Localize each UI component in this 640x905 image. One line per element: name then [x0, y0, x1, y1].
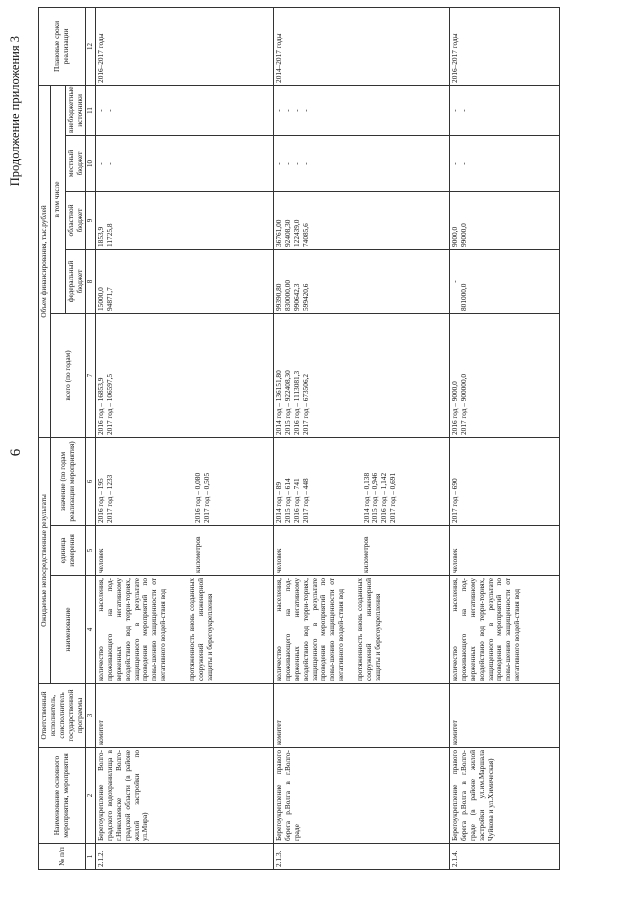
header-regional: областной бюджет	[65, 191, 86, 249]
regional-value: 11725,8	[104, 223, 114, 247]
total-value: 2016 год – 1113081,3	[291, 370, 301, 435]
table-row	[449, 7, 559, 869]
row-values	[449, 437, 559, 525]
header-total: всего (по годам)	[50, 313, 86, 437]
federal-value: 15000,0	[95, 287, 105, 311]
row-number: 2.1.3.	[273, 844, 449, 870]
regional-value: 9000,0	[449, 226, 459, 247]
result-unit: человек	[273, 548, 283, 573]
row-extra	[449, 85, 559, 135]
result-value: 2017 год – 0,505	[201, 472, 211, 523]
row-units	[449, 526, 559, 576]
result-value: 2016 год – 1,142	[379, 472, 389, 523]
total-value: 2016 год – 16853,9	[95, 377, 105, 435]
row-terms: 2014–2017 годы	[273, 7, 449, 85]
regional-value: 122439,0	[291, 219, 301, 247]
total-value: 2017 год – 673506,2	[300, 373, 310, 435]
row-number: 2.1.2.	[95, 844, 273, 870]
row-units	[95, 526, 273, 576]
colnum: 5	[86, 526, 96, 576]
result-value: 2015 год – 614	[282, 478, 292, 523]
result-value: 2014 год – 0,138	[361, 472, 371, 523]
local-value: -	[104, 162, 114, 165]
row-regional	[95, 191, 273, 249]
colnum: 7	[86, 313, 96, 437]
federal-value: 99390,80	[273, 283, 283, 311]
row-terms: 2016–2017 годы	[95, 7, 273, 85]
extra-value: -	[95, 109, 105, 112]
total-value: 2014 год – 136151,80	[273, 370, 283, 435]
colnum: 10	[86, 135, 96, 191]
colnum: 2	[86, 748, 96, 844]
header-expected-results: Ожидаемые непосредственные результаты	[39, 437, 51, 683]
row-results	[449, 576, 559, 684]
page-number: 6	[8, 448, 24, 457]
row-responsible: комитет	[449, 684, 559, 748]
extra-value: -	[458, 109, 468, 112]
total-value: 2017 год – 106597,5	[104, 373, 114, 435]
regional-value: 36761,00	[273, 219, 283, 247]
local-value: -	[282, 162, 292, 165]
result-unit: человек	[95, 548, 105, 573]
row-total	[273, 313, 449, 437]
result-name: количество населения, проживающего на под-верженных негативному воздействию вод терри-ториях, защищенного в результате проведения мероприятий по повы-шению защищенности от негативного воздей-ствия вод	[449, 578, 522, 681]
result-value: 2017 год – 690	[449, 478, 459, 523]
federal-value: 94871,7	[104, 287, 114, 311]
total-value: 2015 год – 922408,30	[282, 370, 292, 435]
local-value: -	[300, 162, 310, 165]
extra-value: -	[282, 109, 292, 112]
row-name: Берегоукрепление правого берега р.Волга в г.Волго-граде (в районе жилой застройки ул.им.Маршала Чуйкова и ул.Химическая)	[449, 748, 559, 844]
row-regional	[273, 191, 449, 249]
result-unit: человек	[449, 548, 459, 573]
header-value: значение (по годам реализации мероприятия)	[50, 437, 86, 525]
row-federal	[95, 249, 273, 313]
row-number: 2.1.4.	[449, 844, 559, 870]
header-federal: федеральный бюджет	[65, 249, 86, 313]
header-terms: Плановые сроки реализации	[39, 7, 86, 85]
total-value: 2017 год – 900000,0	[458, 373, 468, 435]
result-name: протяженность вновь созданных сооружений инженерной защиты и берегоукрепления	[187, 578, 214, 681]
local-value: -	[273, 162, 283, 165]
row-name: Берегоукрепление правого берега р.Волга в г.Волго-граде	[273, 748, 449, 844]
result-name: количество населения, проживающего на под-верженных негативному воздействию вод терри-ториях, защищенного в результате проведения мероприятий по повы-шению защищенности от негативного воздей-ствия вод	[95, 578, 168, 681]
row-responsible: комитет	[95, 684, 273, 748]
row-federal	[273, 249, 449, 313]
appendix-continuation: Продолжение приложения 3	[8, 36, 22, 187]
row-results	[95, 576, 273, 684]
regional-value: 74085,6	[300, 223, 310, 247]
local-value: -	[449, 162, 459, 165]
colnum: 4	[86, 576, 96, 684]
extra-value: -	[300, 109, 310, 112]
result-value: 2016 год – 195	[95, 478, 105, 523]
header-name: Наименование основного мероприятия, мероприятия	[39, 748, 86, 844]
row-local	[273, 135, 449, 191]
row-terms: 2016–2017 годы	[449, 7, 559, 85]
result-value: 2015 год – 0,946	[370, 472, 380, 523]
row-units	[273, 526, 449, 576]
result-value: 2014 год – 89	[273, 482, 283, 523]
extra-value: -	[291, 109, 301, 112]
result-value: 2017 год – 0,691	[388, 472, 398, 523]
header-local: местный бюджет	[65, 135, 86, 191]
table-row	[95, 7, 273, 869]
colnum: 11	[86, 85, 96, 135]
result-value: 2016 год – 0,080	[192, 472, 202, 523]
colnum: 8	[86, 249, 96, 313]
federal-value: 990642,3	[291, 283, 301, 311]
row-federal	[449, 249, 559, 313]
table-row	[273, 7, 449, 869]
row-local	[449, 135, 559, 191]
header-responsible: Ответственный исполнитель, соисполнитель государственной программы	[39, 684, 86, 748]
extra-value: -	[273, 109, 283, 112]
result-value: 2017 год – 1233	[104, 474, 114, 523]
regional-value: 99000,0	[458, 223, 468, 247]
row-total	[449, 313, 559, 437]
header-unit: единица измерения	[50, 526, 86, 576]
header-extra: внебюджетные источники	[65, 85, 86, 135]
row-results	[273, 576, 449, 684]
row-values	[95, 437, 273, 525]
colnum: 12	[86, 7, 96, 85]
result-value: 2017 год – 448	[300, 478, 310, 523]
colnum: 6	[86, 437, 96, 525]
result-value: 2016 год – 741	[291, 478, 301, 523]
local-value: -	[291, 162, 301, 165]
federal-value: 801000,0	[458, 283, 468, 311]
federal-value: 599420,6	[300, 283, 310, 311]
colnum: 9	[86, 191, 96, 249]
header-including: в том числе	[50, 85, 65, 313]
row-local	[95, 135, 273, 191]
result-unit: километров	[360, 536, 370, 573]
local-value: -	[458, 162, 468, 165]
colnum: 3	[86, 684, 96, 748]
header-result-name: наименование	[50, 576, 86, 684]
header-funding: Объем финансирования, тыс.рублей	[39, 85, 51, 437]
federal-value: -	[449, 280, 459, 283]
header-no: № п/п	[39, 844, 86, 870]
federal-value: 830000,00	[282, 279, 292, 311]
local-value: -	[95, 162, 105, 165]
program-table	[38, 7, 560, 870]
result-name: протяженность вновь созданных сооружений инженерной защиты и берегоукрепления	[355, 578, 382, 681]
row-responsible: комитет	[273, 684, 449, 748]
row-extra	[95, 85, 273, 135]
regional-value: 1853,9	[95, 226, 105, 247]
row-total	[95, 313, 273, 437]
row-name: Берегоукрепление Волго-градского водохранилища в г.Николаевске Волго-градской области (в районе жилой застройки по ул.Мира)	[95, 748, 273, 844]
result-name: количество населения, проживающего на под-верженных негативному воздействию вод терри-ториях, защищенного в результате проведения мероприятий по повы-шению защищенности от негативного воздей-ствия вод	[273, 578, 346, 681]
result-unit: километров	[192, 536, 202, 573]
total-value: 2016 год – 9000,0	[449, 381, 459, 435]
regional-value: 92408,30	[282, 219, 292, 247]
extra-value: -	[104, 109, 114, 112]
row-values	[273, 437, 449, 525]
row-regional	[449, 191, 559, 249]
colnum: 1	[86, 844, 96, 870]
extra-value: -	[449, 109, 459, 112]
row-extra	[273, 85, 449, 135]
